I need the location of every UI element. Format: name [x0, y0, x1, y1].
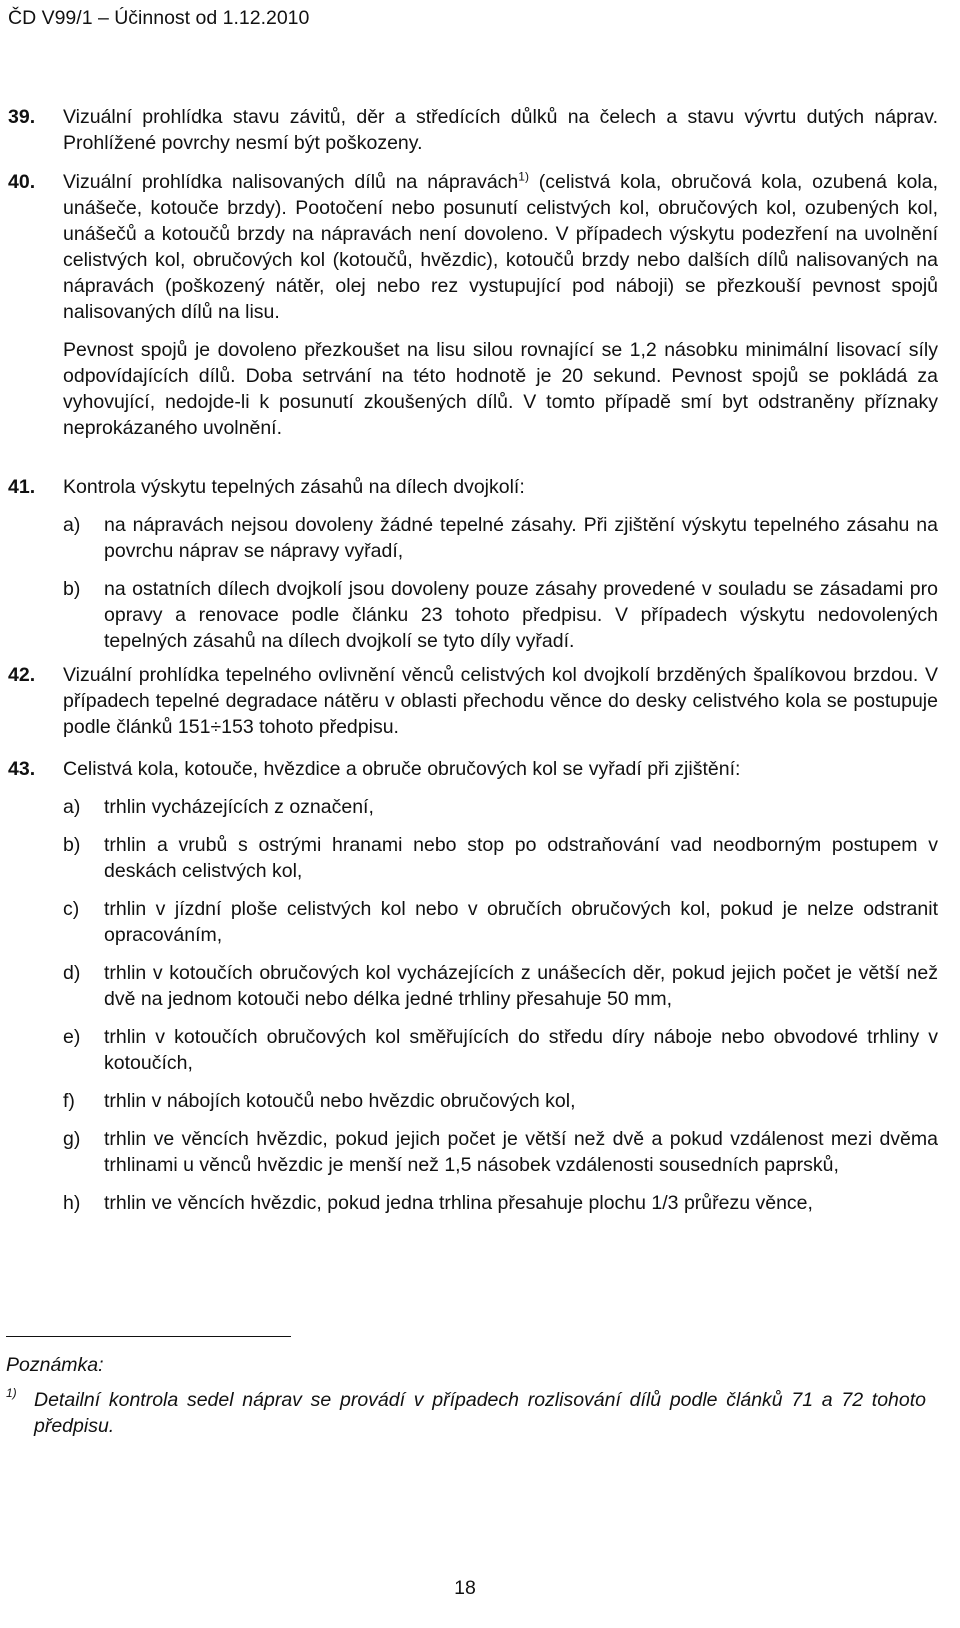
- article-number: 42.: [8, 664, 36, 686]
- list-letter: a): [63, 796, 81, 818]
- list-text: trhlin ve věncích hvězdic, pokud jejich počet je větší než dvě a pokud vzdálenost mezi dvěma trhlinami u věnců hvězdic je menší než 1,5 násobek vzdálenosti sousedních paprsků,: [104, 1128, 938, 1176]
- list-item: [63, 794, 938, 820]
- list-letter: a): [63, 514, 81, 536]
- list-text: trhlin v kotoučích obručových kol vycházejících z unášecích děr, pokud jejich počet je větší než dvě na jednom kotouči nebo délka jedné trhliny přesahuje 50 mm,: [104, 962, 938, 1010]
- article-41: [8, 474, 948, 654]
- document-header: ČD V99/1 – Účinnost od 1.12.2010: [8, 7, 310, 29]
- article-text: Vizuální prohlídka tepelného ovlivnění věnců celistvých kol dvojkolí brzděných špalíkovou brzdou. V případech tepelné degradace nátěru v oblasti přechodu věnce do desky celistvého kola se postupuje podle článků 151÷153 tohoto předpisu.: [63, 664, 938, 738]
- article-text-start: Vizuální prohlídka nalisovaných dílů na nápravách: [63, 171, 519, 193]
- article-43: [8, 756, 948, 1216]
- list-letter: b): [63, 578, 81, 600]
- article-text: Celistvá kola, kotouče, hvězdice a obruče obručových kol se vyřadí při zjištění:: [63, 758, 741, 780]
- list-item: [63, 1126, 938, 1178]
- article-text: Vizuální prohlídka stavu závitů, děr a středících důlků na čelech a stavu vývrtu dutých náprav. Prohlížené povrchy nesmí být poškozeny.: [63, 106, 938, 154]
- article-text: [63, 169, 938, 325]
- article-text-end: (celistvá kola, obručová kola, ozubená kola, unášeče, kotouče brzdy). Pootočení nebo posunutí celistvých kol, obručových kol, ozubených kol, unášečů a kotoučů brzdy na nápravách není dovoleno. V případech výskytu podezření na uvolnění celistvých kol, obručových kol (kotoučů, hvězdic), kotoučů brzdy nebo dalších dílů nalisovaných na nápravách (poškozený nátěr, olej nebo rez vystupující pod náboji) se přezkouší pevnost spojů nalisovaných dílů na lisu.: [63, 171, 938, 323]
- list-text: trhlin vycházejících z označení,: [104, 796, 374, 818]
- list-text: trhlin v nábojích kotoučů nebo hvězdic obručových kol,: [104, 1090, 576, 1112]
- footnote-text: Detailní kontrola sedel náprav se provádí v případech rozlisování dílů podle článků 71 a 72 tohoto předpisu.: [34, 1389, 926, 1437]
- list-text: trhlin ve věncích hvězdic, pokud jedna trhlina přesahuje plochu 1/3 průřezu věnce,: [104, 1192, 813, 1214]
- article-number: 43.: [8, 758, 36, 780]
- list-letter: c): [63, 898, 80, 920]
- list-text: trhlin a vrubů s ostrými hranami nebo stop po odstraňování vad neodborným postupem v deskách celistvých kol,: [104, 834, 938, 882]
- article-number: 40.: [8, 171, 36, 193]
- list-text: trhlin v kotoučích obručových kol směřujících do středu díry náboje nebo obvodové trhliny v kotoučích,: [104, 1026, 938, 1074]
- article-39: [8, 104, 948, 156]
- article-40: [8, 169, 948, 441]
- list-letter: h): [63, 1192, 81, 1214]
- article-text: Kontrola výskytu tepelných zásahů na dílech dvojkolí:: [63, 476, 525, 498]
- list-item: [63, 1024, 938, 1076]
- list-letter: f): [63, 1090, 75, 1112]
- list-item: [63, 896, 938, 948]
- list-item: [63, 512, 938, 564]
- list-item: [63, 960, 938, 1012]
- list-letter: e): [63, 1026, 81, 1048]
- footnote-reference: 1): [518, 169, 529, 184]
- footnote-title: Poznámka:: [6, 1354, 104, 1376]
- list-text: trhlin v jízdní ploše celistvých kol nebo v obručích obručových kol, pokud je nelze odstranit opracováním,: [104, 898, 938, 946]
- page-number: 18: [454, 1577, 476, 1599]
- footnote-divider: [6, 1336, 291, 1337]
- list-item: [63, 576, 938, 654]
- list-letter: b): [63, 834, 81, 856]
- list-letter: d): [63, 962, 81, 984]
- article-number: 39.: [8, 106, 36, 128]
- list-item: [63, 1088, 938, 1114]
- article-paragraph: Pevnost spojů je dovoleno přezkoušet na lisu silou rovnající se 1,2 násobku minimální lisovací síly odpovídajících dílů. Doba setrvání na této hodnotě je 20 sekund. Pevnost spojů se pokládá za vyhovující, nedojde-li k posunutí zkoušených dílů. V tomto případě smí byt odstraněny příznaky neprokázaného uvolnění.: [63, 339, 938, 439]
- list-item: [63, 832, 938, 884]
- list-letter: g): [63, 1128, 81, 1150]
- article-number: 41.: [8, 476, 36, 498]
- list-item: [63, 1190, 938, 1216]
- list-text: na nápravách nejsou dovoleny žádné tepelné zásahy. Při zjištění výskytu tepelného zásahu na povrchu náprav se nápravy vyřadí,: [104, 514, 938, 562]
- article-42: [8, 662, 948, 740]
- list-text: na ostatních dílech dvojkolí jsou dovoleny pouze zásahy provedené v souladu se zásadami pro opravy a renovace podle článku 23 tohoto předpisu. V případech výskytu nedovolených tepelných zásahů na dílech dvojkolí se tyto díly vyřadí.: [104, 578, 938, 652]
- footnote-mark: 1): [6, 1386, 17, 1400]
